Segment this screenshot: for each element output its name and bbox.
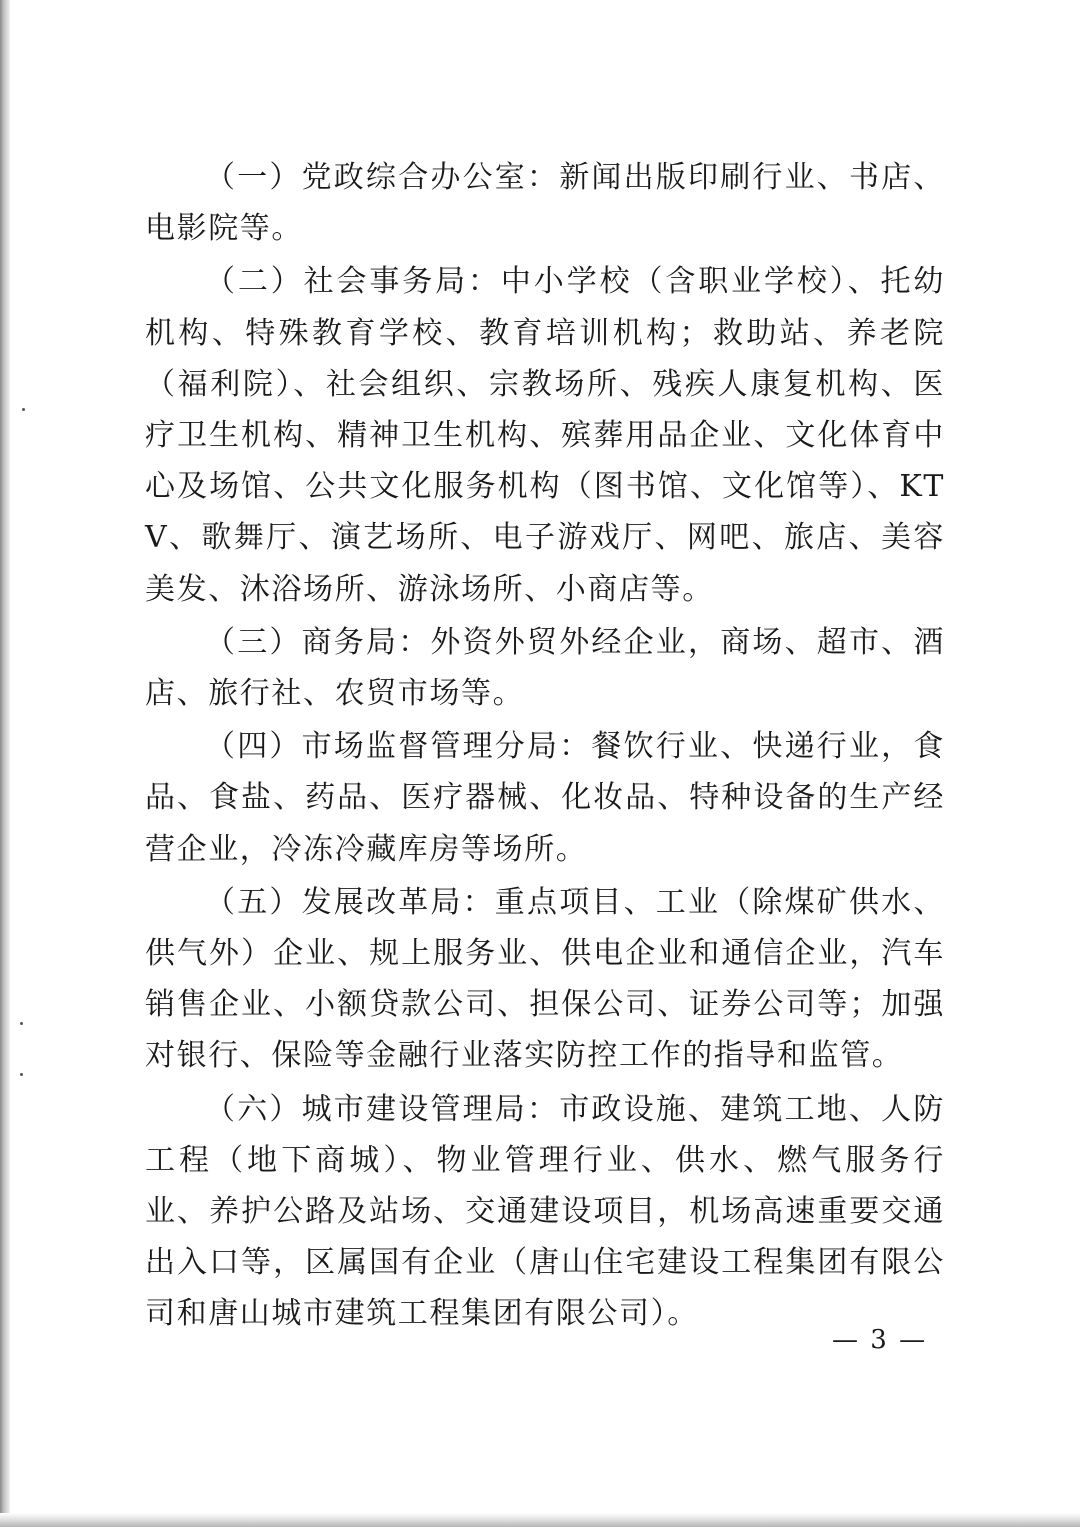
paragraph-1: （一）党政综合办公室：新闻出版印刷行业、书店、电影院等。 xyxy=(145,160,945,247)
page-number: — 3 — xyxy=(832,1325,928,1355)
document-body xyxy=(145,152,945,1342)
paragraph-6: （六）城市建设管理局：市政设施、建筑工地、人防工程（地下商城）、物业管理行业、供水、燃气服务行业、养护公路及站场、交通建设项目，机场高速重要交通出入口等，区属国有企业（唐山住宅建设工程集团有限公司和唐山城市建筑工程集团有限公司）。 xyxy=(145,1091,945,1332)
scan-shadow-bottom xyxy=(0,1513,1080,1527)
paragraph-5: （五）发展改革局：重点项目、工业（除煤矿供水、供气外）企业、规上服务业、供电企业和通信企业，汽车销售企业、小额贷款公司、担保公司、证券公司等；加强对银行、保险等金融行业落实防控工作的指导和监管。 xyxy=(145,884,945,1074)
scan-shadow-left xyxy=(0,0,10,1527)
scan-speck xyxy=(20,1022,23,1025)
paragraph-2: （二）社会事务局：中小学校（含职业学校）、托幼机构、特殊教育学校、教育培训机构；救助站、养老院（福利院）、社会组织、宗教场所、残疾人康复机构、医疗卫生机构、精神卫生机构、殡葬用品企业、文化体育中心及场馆、公共文化服务机构（图书馆、文化馆等）、KTV、歌舞厅、演艺场所、电子游戏厅、网吧、旅店、美容美发、沐浴场所、游泳场所、小商店等。 xyxy=(145,264,945,607)
scan-speck xyxy=(20,1073,23,1076)
scan-speck xyxy=(22,408,25,411)
paragraph-4: （四）市场监督管理分局：餐饮行业、快递行业，食品、食盐、药品、医疗器械、化妆品、特种设备的生产经营企业，冷冻冷藏库房等场所。 xyxy=(145,729,945,867)
paragraph-3: （三）商务局：外资外贸外经企业，商场、超市、酒店、旅行社、农贸市场等。 xyxy=(145,624,945,712)
